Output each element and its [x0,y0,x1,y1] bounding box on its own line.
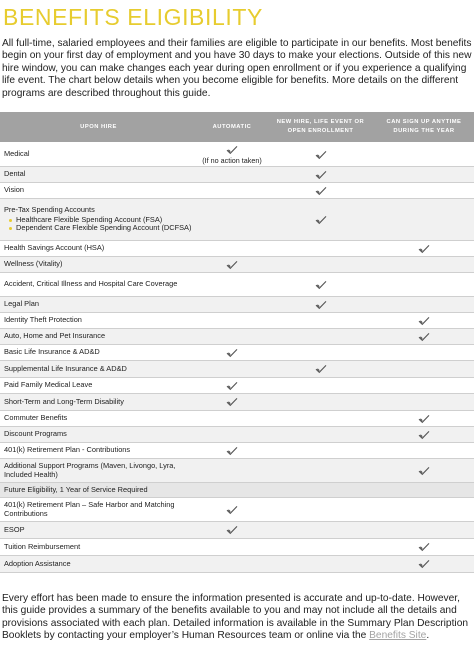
row-label [0,556,197,572]
header-new-hire-life-event: NEW HIRE, LIFE EVENT OR OPEN ENROLLMENT [276,119,365,134]
eligibility-cell [197,345,267,360]
eligibility-cell [267,199,374,240]
table-header [0,112,474,143]
row-label [0,313,197,328]
benefit-name: Health Savings Account (HSA) [4,243,105,253]
eligibility-cell [267,297,374,312]
eligibility-cell [197,183,267,198]
table-row [0,378,474,394]
eligibility-cell [374,143,474,166]
eligibility-cell [267,183,374,198]
check-wrap [315,186,327,196]
eligibility-cell [267,498,374,521]
table-row [0,167,474,183]
eligibility-cell [267,522,374,538]
benefit-name: Discount Programs [4,429,67,439]
eligibility-cell [374,427,474,442]
table-row [0,241,474,257]
benefit-name: Tuition Reimbursement [4,541,81,551]
checkmark-icon [418,316,430,326]
row-label [0,273,197,296]
table-row [0,345,474,361]
table-body [0,143,474,573]
eligibility-cell [197,427,267,442]
table-row [0,313,474,329]
benefit-name: Commuter Benefits [4,413,68,423]
check-wrap [315,300,327,310]
row-label [0,345,197,360]
checkmark-icon [315,364,327,374]
eligibility-cell [374,313,474,328]
table-row [0,498,474,522]
benefit-name: Basic Life Insurance & AD&D [4,347,100,357]
checkmark-icon [226,145,238,155]
row-label [0,394,197,410]
row-label [0,411,197,426]
check-wrap [418,414,430,424]
eligibility-cell [197,241,267,256]
row-label [0,459,197,482]
eligibility-cell [267,378,374,393]
eligibility-cell [267,329,374,344]
checkmark-icon [226,348,238,358]
checkmark-icon [418,244,430,254]
benefit-name: Accident, Critical Illness and Hospital Care Coverage [4,279,178,289]
eligibility-cell [197,257,267,272]
eligibility-cell [197,199,267,240]
future-eligibility-label: Future Eligibility, 1 Year of Service Required [4,484,148,494]
row-label [0,183,197,198]
sub-benefit-item: Dependent Care Flexible Spending Account (DCFSA) [4,224,191,233]
checkmark-icon [418,414,430,424]
eligibility-cell [267,143,374,166]
checkmark-icon [315,215,327,225]
eligibility-cell [267,313,374,328]
row-label [0,297,197,312]
row-label [0,443,197,458]
future-eligibility-divider [0,483,474,498]
eligibility-cell [374,167,474,182]
table-row [0,459,474,483]
check-wrap [315,170,327,180]
checkmark-icon [226,525,238,535]
eligibility-table [0,112,474,573]
benefit-name: Adoption Assistance [4,558,71,568]
eligibility-cell [267,556,374,572]
eligibility-cell [374,443,474,458]
eligibility-cell [197,361,267,377]
header-upon-hire: UPON HIRE [80,123,117,130]
checkmark-icon [315,300,327,310]
check-wrap [315,215,327,225]
eligibility-cell [197,459,267,482]
benefit-name: Wellness (Vitality) [4,259,63,269]
table-row [0,443,474,459]
check-wrap [418,244,430,254]
check-wrap [226,348,238,358]
benefit-name: Pre-Tax Spending Accounts [4,205,95,215]
benefit-name: Supplemental Life Insurance & AD&D [4,363,127,373]
table-row [0,273,474,297]
check-wrap [418,542,430,552]
eligibility-cell [374,459,474,482]
row-label [0,378,197,393]
eligibility-cell [197,329,267,344]
eligibility-cell [267,427,374,442]
table-row [0,539,474,556]
benefit-name: Short-Term and Long-Term Disability [4,396,124,406]
eligibility-cell [197,443,267,458]
check-wrap [418,466,430,476]
disclaimer-text: Every effort has been made to ensure the information presented is accurate and up-to-date. However, this guide provides a summary of the benefits available to you and may not include all the details and provisions associated with each plan. Detailed information is available in the Summary Plan Description Booklets by contacting your employer’s Human Resources team or online via the [2,593,469,642]
table-row [0,199,474,241]
header-anytime: CAN SIGN UP ANYTIME DURING THE YEAR [386,119,462,134]
eligibility-cell [374,556,474,572]
checkmark-icon [226,260,238,270]
eligibility-cell [267,394,374,410]
header-automatic: AUTOMATIC [212,123,252,130]
table-row [0,143,474,167]
page-title: BENEFITS ELIGIBILITY [3,4,263,30]
eligibility-cell [197,378,267,393]
eligibility-cell [197,313,267,328]
benefits-site-link[interactable]: Benefits Site [369,630,427,642]
eligibility-cell [374,394,474,410]
benefit-name: Additional Support Programs (Maven, Livongo, Lyra, Included Health) [4,460,176,479]
eligibility-cell [197,498,267,521]
eligibility-cell [267,345,374,360]
eligibility-cell [374,378,474,393]
eligibility-cell [197,539,267,555]
eligibility-cell [374,345,474,360]
sub-benefit-item: Healthcare Flexible Spending Account (FSA) [4,216,191,225]
benefit-name: 401(k) Retirement Plan - Contributions [4,445,131,455]
eligibility-cell [374,183,474,198]
eligibility-cell [197,273,267,296]
check-wrap [226,525,238,535]
eligibility-cell [374,241,474,256]
check-wrap [418,332,430,342]
eligibility-cell [267,411,374,426]
check-wrap [315,364,327,374]
checkmark-icon [315,170,327,180]
eligibility-cell [197,143,267,166]
table-row [0,522,474,539]
benefit-name: Legal Plan [4,299,39,309]
row-label [0,167,197,182]
check-wrap [315,280,327,290]
eligibility-cell [197,522,267,538]
checkmark-icon [315,186,327,196]
table-row [0,183,474,199]
eligibility-cell [267,361,374,377]
check-wrap [226,446,238,456]
eligibility-cell [374,297,474,312]
eligibility-cell [267,257,374,272]
table-row [0,411,474,427]
eligibility-cell [267,273,374,296]
table-row [0,394,474,411]
eligibility-cell [197,394,267,410]
row-label [0,522,197,538]
eligibility-cell [374,539,474,555]
eligibility-cell [197,411,267,426]
checkmark-icon [418,542,430,552]
eligibility-cell [197,556,267,572]
eligibility-cell [374,273,474,296]
row-label [0,329,197,344]
eligibility-cell [374,361,474,377]
benefit-name: Medical [4,149,30,159]
checkmark-icon [418,430,430,440]
eligibility-cell [374,498,474,521]
eligibility-cell [374,522,474,538]
check-wrap [418,559,430,569]
checkmark-icon [418,332,430,342]
checkmark-icon [418,466,430,476]
table-row [0,297,474,313]
row-label [0,143,197,166]
row-label [0,257,197,272]
checkmark-icon [226,397,238,407]
benefit-name: Auto, Home and Pet Insurance [4,331,106,341]
check-wrap [226,505,238,515]
eligibility-cell [267,459,374,482]
row-label [0,498,197,521]
eligibility-cell [374,329,474,344]
intro-paragraph: All full-time, salaried employees and their families are eligible to participate in our benefits. Most benefits begin on your first day of employment and you have 30 days to make your elections. Outside of this new hire window, you can make changes each year during open enrollment or if you experience a qualifying life event. The chart below details when you become eligible for benefits. More details on the different programs are described throughout this guide. [2,38,472,99]
table-row [0,329,474,345]
sub-benefit-list [4,216,191,233]
eligibility-cell [374,411,474,426]
disclaimer-paragraph [2,593,474,643]
check-wrap [418,316,430,326]
checkmark-icon [226,381,238,391]
eligibility-cell [374,257,474,272]
checkmark-icon [226,505,238,515]
benefit-name: ESOP [4,524,25,534]
checkmark-icon [418,559,430,569]
benefit-name: Identity Theft Protection [4,315,82,325]
eligibility-cell [197,167,267,182]
benefit-name: 401(k) Retirement Plan – Safe Harbor and Matching Contributions [4,499,175,518]
check-wrap [226,397,238,407]
eligibility-cell [267,167,374,182]
eligibility-cell [267,539,374,555]
table-row [0,257,474,273]
disclaimer-end: . [426,630,430,642]
row-label [0,539,197,555]
table-row [0,361,474,378]
check-wrap [418,430,430,440]
eligibility-cell [267,241,374,256]
row-label [0,427,197,442]
eligibility-cell [267,443,374,458]
row-label [0,241,197,256]
checkmark-icon [226,446,238,456]
check-wrap [226,260,238,270]
check-wrap [202,145,262,165]
table-row [0,556,474,573]
eligibility-cell [197,297,267,312]
benefit-name: Paid Family Medical Leave [4,380,93,390]
row-label [0,361,197,377]
table-row [0,427,474,443]
benefit-name: Dental [4,169,26,179]
benefit-name: Vision [4,185,24,195]
eligibility-cell [374,199,474,240]
checkmark-icon [315,150,327,160]
row-note: (If no action taken) [202,155,262,165]
check-wrap [226,381,238,391]
row-label [0,199,197,240]
checkmark-icon [315,280,327,290]
